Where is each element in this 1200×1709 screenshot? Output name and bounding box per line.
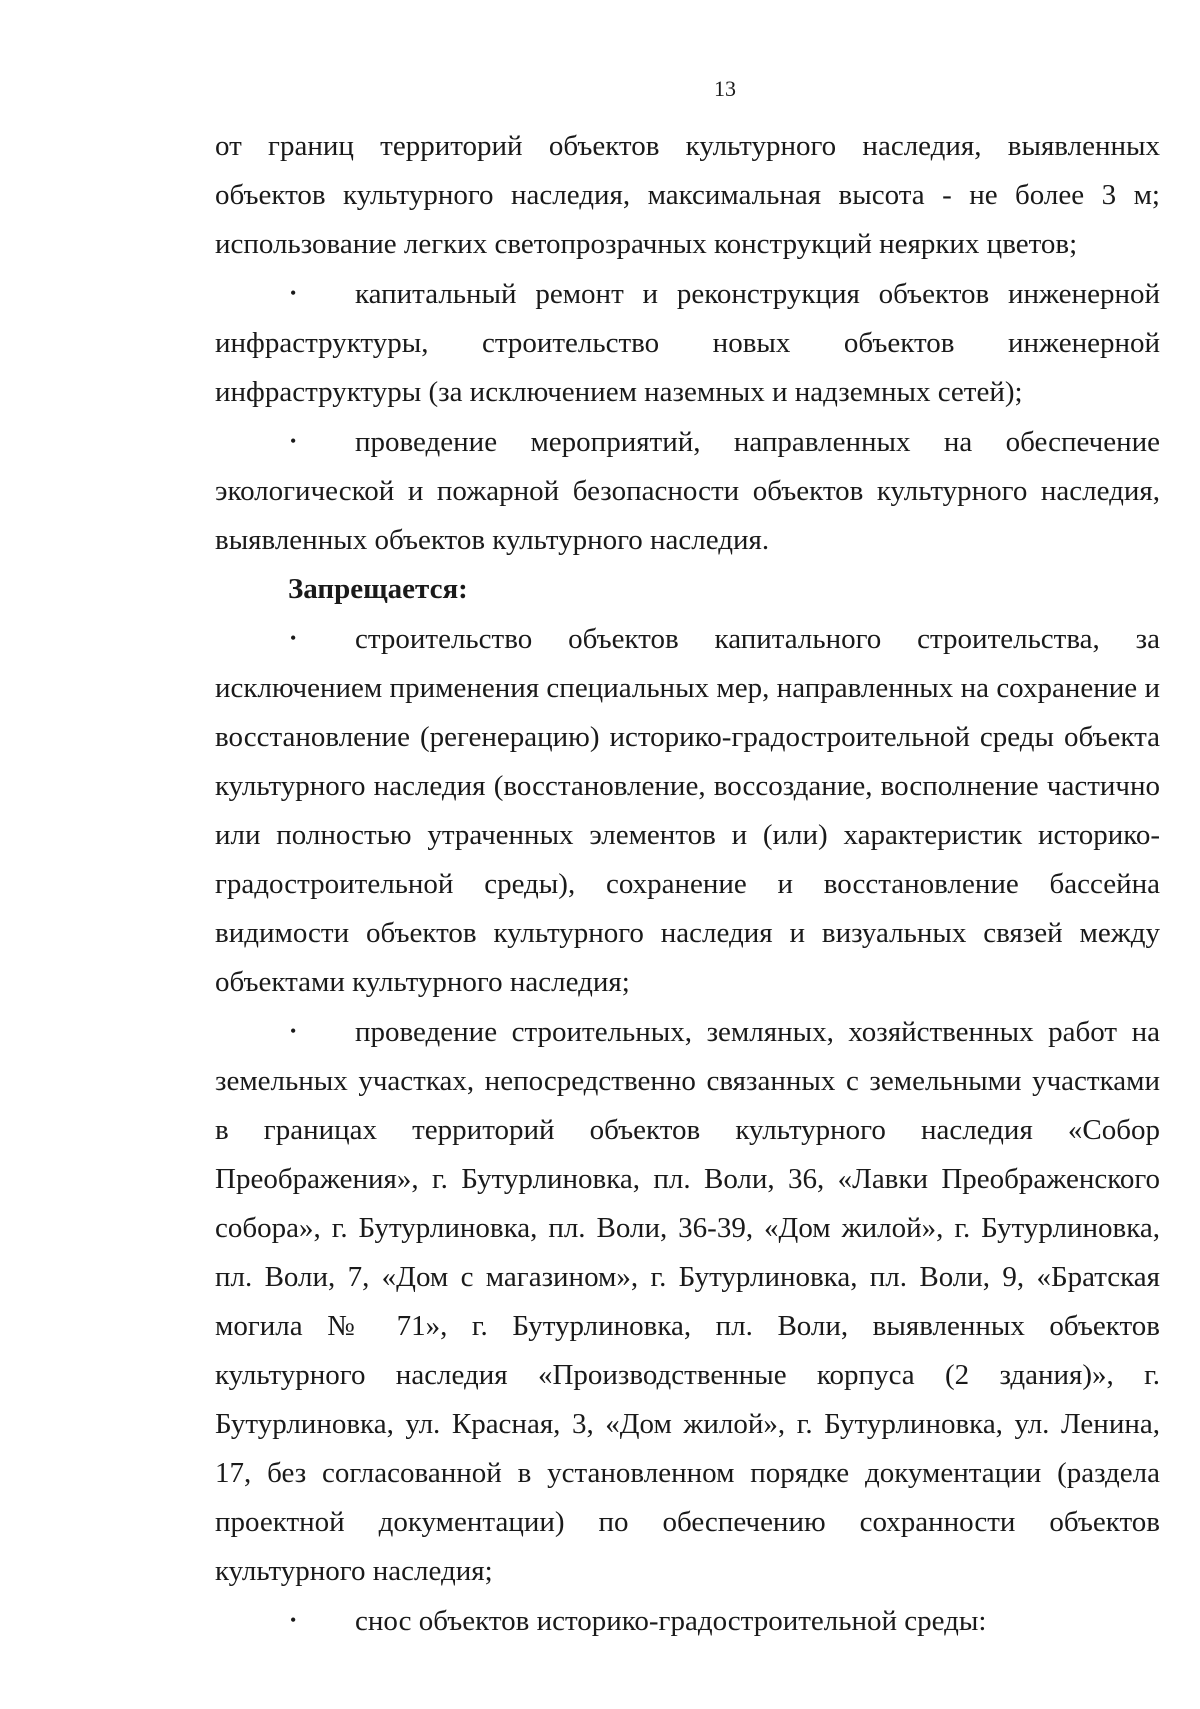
bullet-item-earthworks xyxy=(215,1007,1160,1596)
document-body xyxy=(215,122,1160,1646)
bullet-item-text: капитальный ремонт и реконструкция объектов инженерной инфраструктуры, строительство новых объектов инженерной инфраструктуры (за исключением наземных и надземных сетей); xyxy=(215,278,1160,408)
bullet-icon: • xyxy=(290,1021,297,1041)
bullet-item-text: проведение мероприятий, направленных на обеспечение экологической и пожарной безопасности объектов культурного наследия, выявленных объектов культурного наследия. xyxy=(215,426,1160,556)
paragraph-continuation: от границ территорий объектов культурного наследия, выявленных объектов культурного наследия, максимальная высота - не более 3 м; использование легких светопрозрачных конструкций неярких цветов; xyxy=(215,130,1160,260)
bullet-icon: • xyxy=(290,1610,297,1630)
bullet-item-text: снос объектов историко-градостроительной среды: xyxy=(355,1605,987,1637)
bullet-item-demolition xyxy=(215,1596,1160,1646)
bullet-icon: • xyxy=(290,431,297,451)
page-number: 13 xyxy=(714,76,736,101)
bullet-item-text: строительство объектов капитального строительства, за исключением применения специальных мер, направленных на сохранение и восстановление (регенерацию) историко-градостроительной среды объекта культурного наследия (восстановление, воссоздание, восполнение частично или полностью утраченных элементов и (или) характеристик историко-градостроительной среды), сохранение и восстановление бассейна видимости объектов культурного наследия и визуальных связей между объектами культурного наследия; xyxy=(215,623,1160,998)
bullet-item-safety-measures xyxy=(215,417,1160,565)
bullet-icon: • xyxy=(290,283,297,303)
bullet-item-text: проведение строительных, земляных, хозяйственных работ на земельных участках, непосредственно связанных с земельными участками в границах территорий объектов культурного наследия «Собор Преображения», г. Бутурлиновка, пл. Воли, 36, «Лавки Преображенского собора», г. Бутурлиновка, пл. Воли, 36-39, «Дом жилой», г. Бутурлиновка, пл. Воли, 7, «Дом с магазином», г. Бутурлиновка, пл. Воли, 9, «Братская могила № 71», г. Бутурлиновка, пл. Воли, выявленных объектов культурного наследия «Производственные корпуса (2 здания)», г. Бутурлиновка, ул. Красная, 3, «Дом жилой», г. Бутурлиновка, ул. Ленина, 17, без согласованной в установленном порядке документации (раздела проектной документации) по обеспечению сохранности объектов культурного наследия; xyxy=(215,1016,1160,1587)
bullet-icon: • xyxy=(290,628,297,648)
section-heading-prohibited: Запрещается: xyxy=(288,573,468,605)
bullet-item-capital-construction xyxy=(215,614,1160,1007)
bullet-item-engineering-infrastructure xyxy=(215,269,1160,417)
